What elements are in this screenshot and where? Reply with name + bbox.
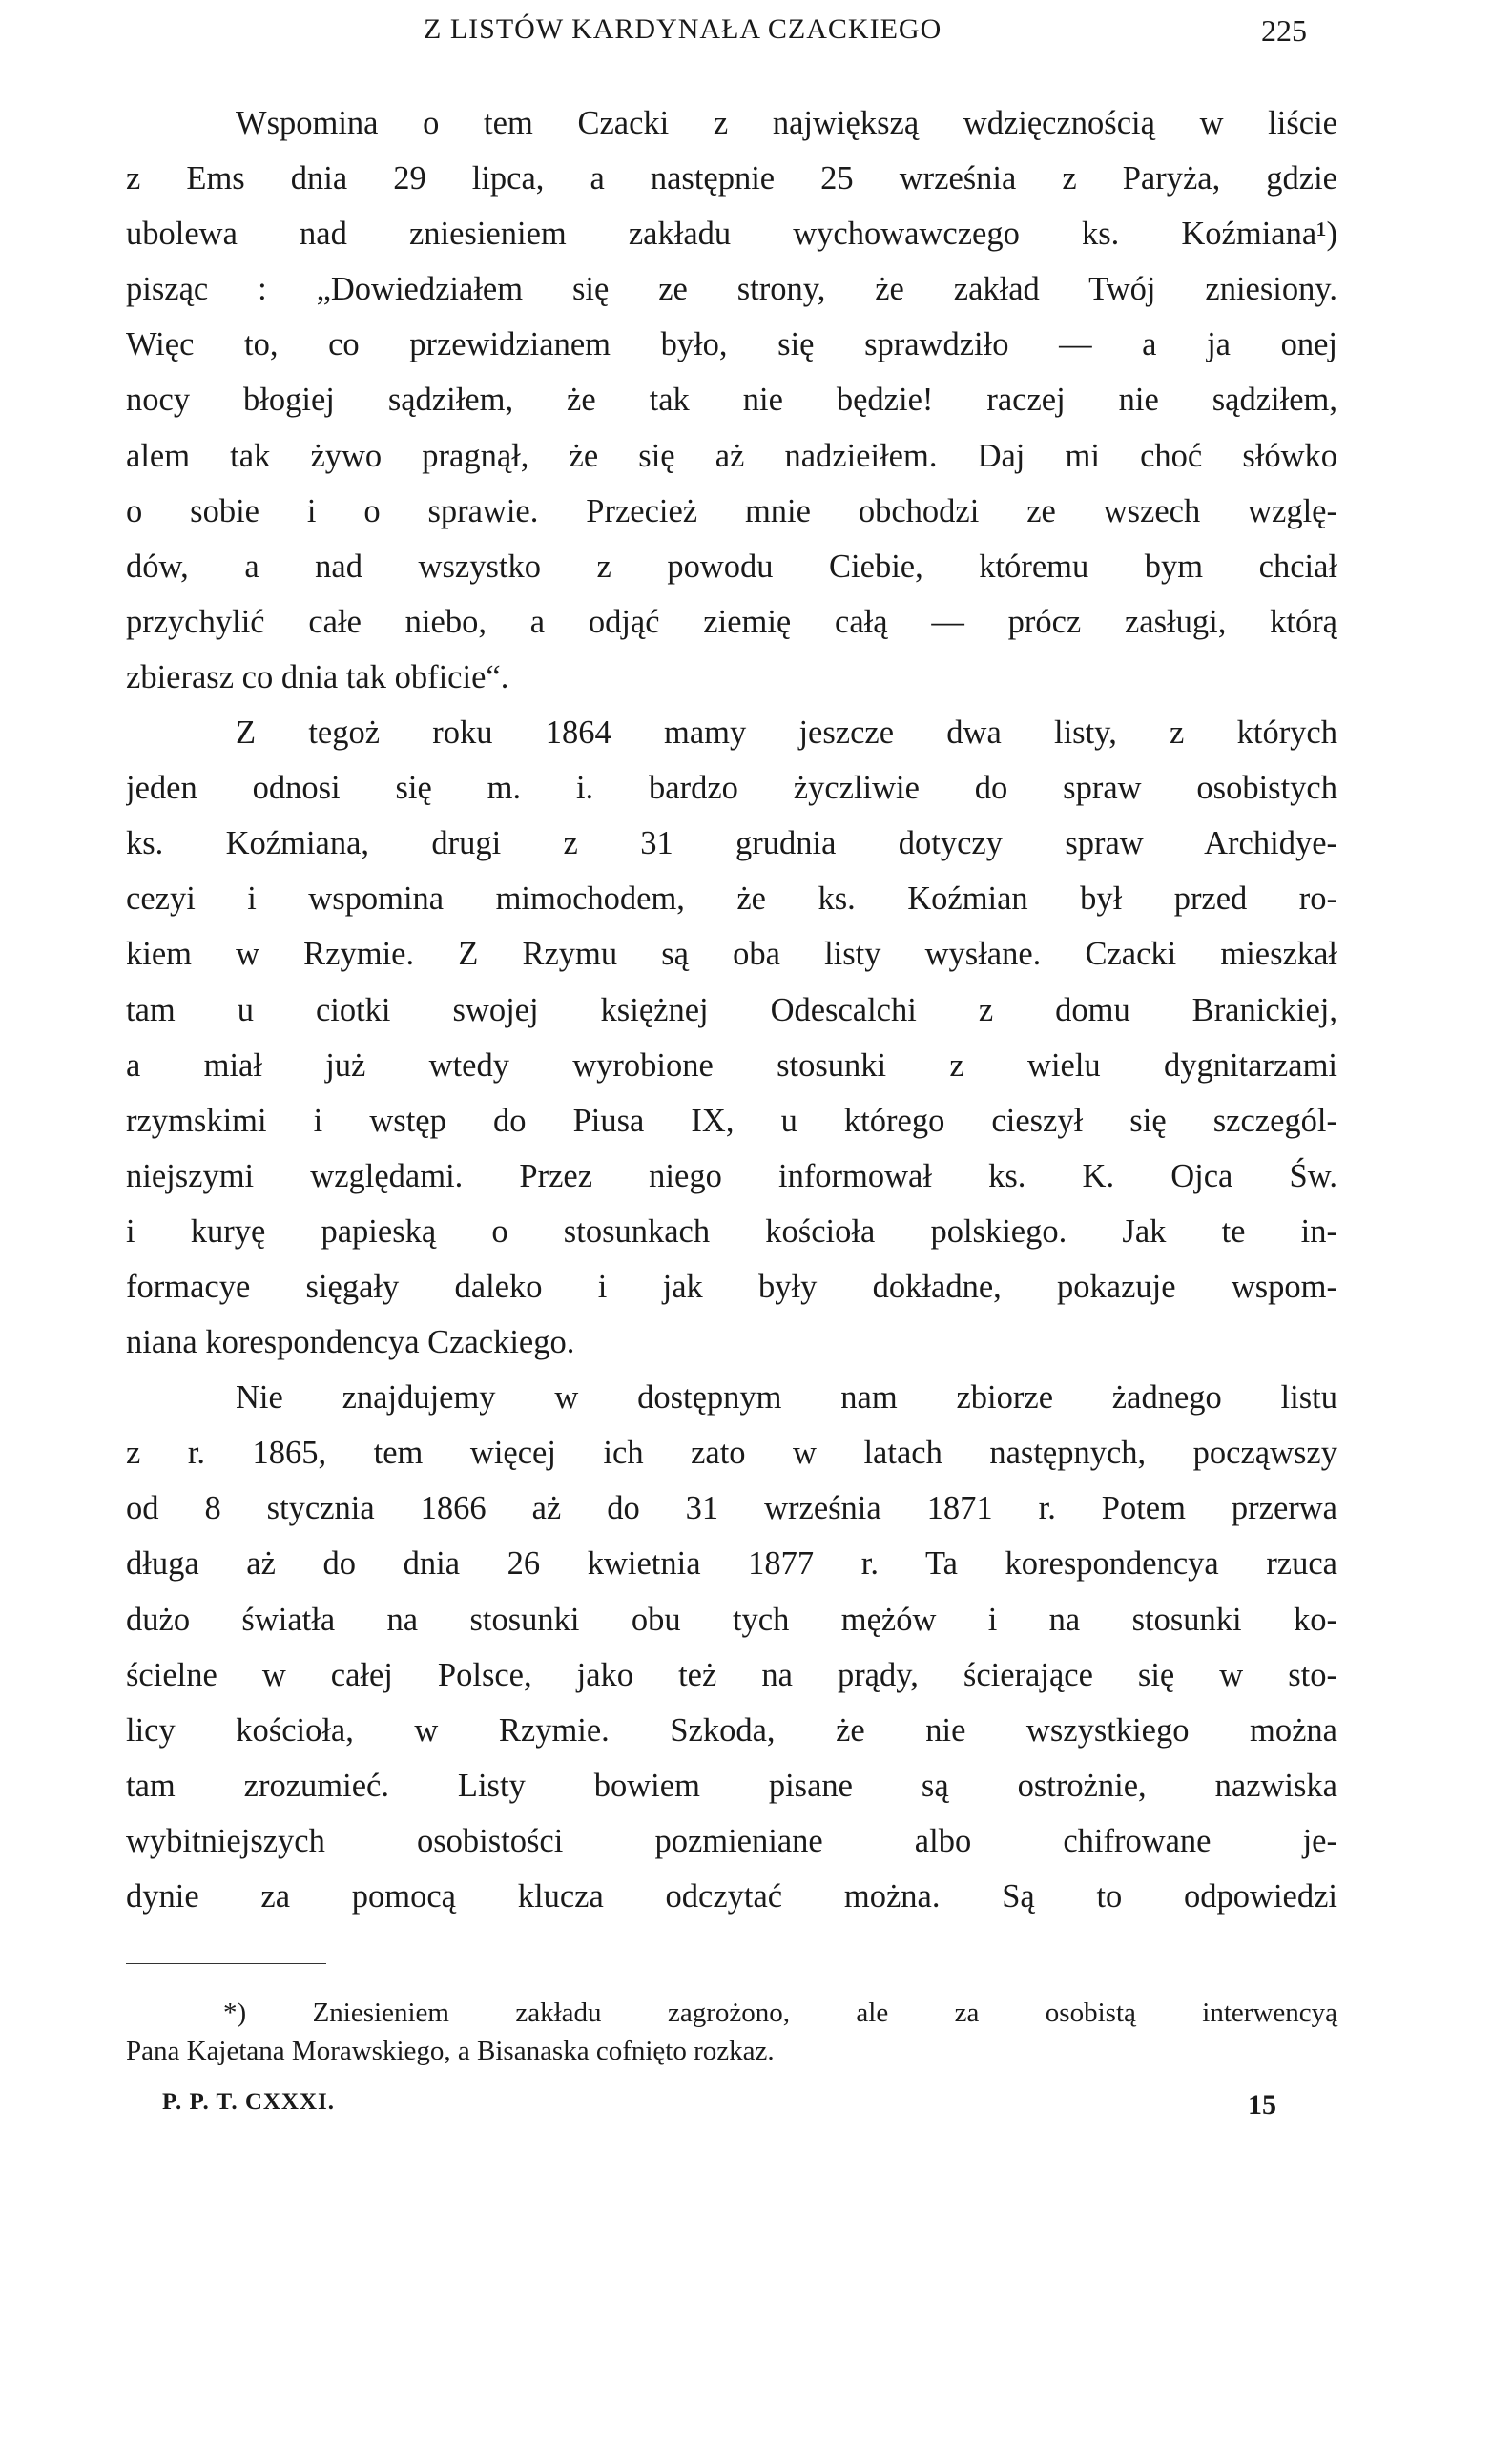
text-line: kiem w Rzymie. Z Rzymu są oba listy wysłane. Czacki mieszkał <box>126 936 1337 973</box>
text-line: jeden odnosi się m. i. bardzo życzliwie do spraw osobistych <box>126 770 1337 807</box>
text-line: ks. Koźmiana, drugi z 31 grudnia dotyczy spraw Archidye- <box>126 825 1337 862</box>
running-title: Z LISTÓW KARDYNAŁA CZACKIEGO <box>424 13 942 45</box>
footnote <box>126 1994 1337 2070</box>
text-line: ubolewa nad zniesieniem zakładu wychowawczego ks. Koźmiana¹) <box>126 216 1337 253</box>
text-line: Wspomina o tem Czacki z największą wdzięcznością w liście <box>236 105 1337 141</box>
paragraph <box>126 1370 1337 1924</box>
text-line: przychylić całe niebo, a odjąć ziemię całą — prócz zasługi, którą <box>126 603 1337 640</box>
paragraph <box>126 705 1337 1370</box>
text-line: dynie za pomocą klucza odczytać można. Są to odpowiedzi <box>126 1878 1337 1915</box>
printer-signature: P. P. T. CXXXI. <box>162 2089 336 2115</box>
text-line: formacye sięgały daleko i jak były dokładne, pokazuje wspom- <box>126 1268 1337 1305</box>
text-line: tam zrozumieć. Listy bowiem pisane są ostrożnie, nazwiska <box>126 1767 1337 1804</box>
text-line: od 8 stycznia 1866 aż do 31 września 1871 r. Potem przerwa <box>126 1490 1337 1527</box>
text-line: Więc to, co przewidzianem było, się sprawdziło — a ja onej <box>126 326 1337 363</box>
text-line: długa aż do dnia 26 kwietnia 1877 r. Ta korespondencya rzuca <box>126 1545 1337 1583</box>
text-line: alem tak żywo pragnął, że się aż nadzieiłem. Daj mi choć słówko <box>126 437 1337 474</box>
sheet-number: 15 <box>1248 2089 1276 2121</box>
paragraph <box>126 95 1337 705</box>
text-line: o sobie i o sprawie. Przecież mnie obchodzi ze wszech wzglę- <box>126 492 1337 529</box>
footnote-line: *) Zniesieniem zakładu zagrożono, ale za osobistą interwencyą <box>223 1998 1337 2028</box>
text-line: z r. 1865, tem więcej ich zato w latach następnych, począwszy <box>126 1435 1337 1472</box>
text-line: Z tegoż roku 1864 mamy jeszcze dwa listy, z których <box>236 714 1337 752</box>
text-line: z Ems dnia 29 lipca, a następnie 25 września z Paryża, gdzie <box>126 160 1337 197</box>
text-line: pisząc : „Dowiedziałem się ze strony, że zakład Twój zniesiony. <box>126 271 1337 308</box>
text-line: niana korespondencya Czackiego. <box>126 1324 575 1361</box>
page-footer <box>162 2089 1337 2127</box>
page-number: 225 <box>1261 13 1307 48</box>
text-line: dów, a nad wszystko z powodu Ciebie, któremu bym chciał <box>126 548 1337 585</box>
text-line: nocy błogiej sądziłem, że tak nie będzie! raczej nie sądziłem, <box>126 382 1337 419</box>
text-line: wybitniejszych osobistości pozmieniane albo chifrowane je- <box>126 1822 1337 1859</box>
text-line: cezyi i wspomina mimochodem, że ks. Koźmian był przed ro- <box>126 880 1337 918</box>
text-line: Nie znajdujemy w dostępnym nam zbiorze żadnego listu <box>236 1379 1337 1417</box>
page-header <box>126 13 1337 52</box>
text-line: rzymskimi i wstęp do Piusa IX, u którego cieszył się szczegól- <box>126 1102 1337 1139</box>
document-page <box>126 0 1337 2443</box>
text-line: zbierasz co dnia tak obficie“. <box>126 658 509 695</box>
text-line: i kuryę papieską o stosunkach kościoła polskiego. Jak te in- <box>126 1212 1337 1250</box>
text-line: licy kościoła, w Rzymie. Szkoda, że nie wszystkiego można <box>126 1711 1337 1749</box>
text-line: niejszymi względami. Przez niego informował ks. K. Ojca Św. <box>126 1157 1337 1194</box>
text-line: dużo światła na stosunki obu tych mężów i na stosunki ko- <box>126 1601 1337 1638</box>
text-line: ścielne w całej Polsce, jako też na prądy, ścierające się w sto- <box>126 1656 1337 1693</box>
text-line: a miał już wtedy wyrobione stosunki z wielu dygnitarzami <box>126 1046 1337 1084</box>
text-line: tam u ciotki swojej księżnej Odescalchi z domu Branickiej, <box>126 991 1337 1028</box>
body-text <box>126 95 1337 1924</box>
footnote-line: Pana Kajetana Morawskiego, a Bisanaska cofnięto rozkaz. <box>126 2036 775 2066</box>
footnote-rule <box>126 1963 326 1964</box>
